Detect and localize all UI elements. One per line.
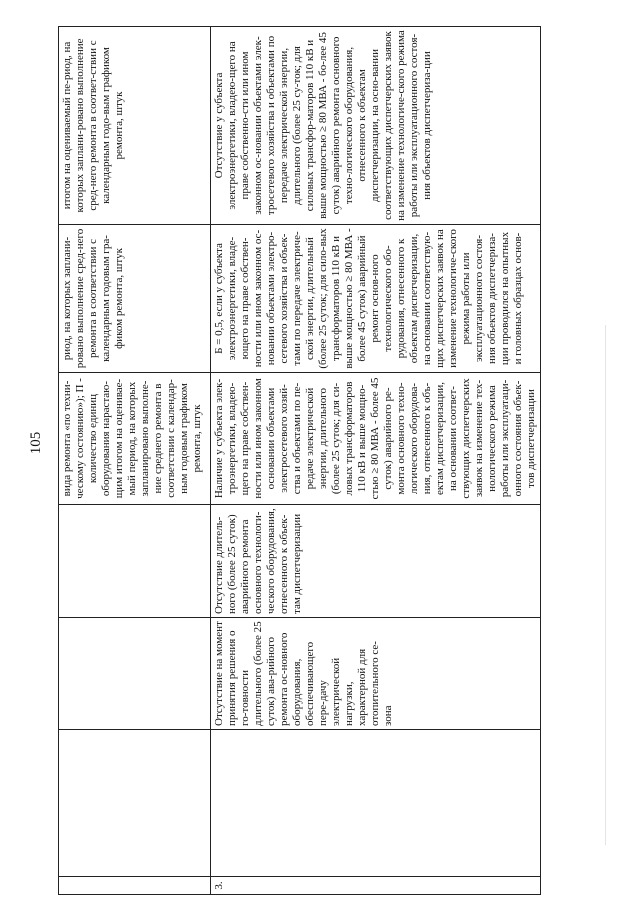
criteria-table	[58, 26, 541, 895]
cell-criterion	[59, 505, 211, 618]
cell-target: Отсутствие у субъекта электроэнергетики, владею-щего на праве собственно-сти или ином законном ос-новании объектами элек-тросетевого хозяйства и объектами по передаче электрической энергии, длительного (более 25 су-ток; для силовых трансфор-маторов 110 кВ и выше мощностью ≥ 80 МВА - бо-лее 45 суток) аварийного ремонта основного техно-логического оборудования, отнесенного к объектам диспетчеризации, на осно-вании соответствующих диспетчерских заявок на изменение технологиче-ского режима работы или эксплуатационного состоя-ния объектов диспетчериза-ции	[211, 27, 541, 225]
row-number: 3.	[211, 877, 541, 895]
cell-score-rule: риод, на которых заплани-ровано выполнение сред-него ремонта в соответствии с календарным годовым гра-фиком ремонта, штук	[59, 225, 211, 373]
scan-artifact-line	[605, 325, 606, 845]
table-row-continued	[59, 27, 211, 895]
table-row-3	[211, 27, 541, 895]
cell-group	[211, 730, 541, 877]
cell-number	[59, 877, 211, 895]
cell-condition	[59, 618, 211, 730]
cell-calculation: Наличие у субъекта элек-троэнергетики, владею-щего на праве собствен-ности или ином законном основании объектами электросетевого хозяй-ства и объектами по пе-редаче электрической энергии, длительного (более 25 суток; для си-ловых трансформаторов 110 кВ и выше мощно-стью ≥ 80 МВА - более 45 суток) аварийного ре-монта основного техно-логического оборудова-ния, отнесенного к объ-ектам диспетчеризации, на основании соответ-ствующих диспетчерских заявок на изменение тех-нологического режима работы или эксплуатаци-онного состояния объек-тов диспетчеризации	[211, 373, 541, 505]
cell-condition: Отсутствие на момент принятия решения о го-товности длительного (более 25 суток) ава-рийного ремонта ос-новного оборудования, обеспечивающего пере-дачу электрической нагрузки, характерной для отопительного се-зона	[211, 618, 541, 730]
cell-criterion: Отсутствие длитель-ного (более 25 суток) аварийного ремонта основного технологи-ческого оборудования, отнесенного к объек-там диспетчеризации	[211, 505, 541, 618]
cell-calculation: вида ремонта «по техни-ческому состоянию»); П - количество единиц оборудования нарастаю-щим итогом на оценивае-мый период, на которых запланировано выполне-ние среднего ремонта в соответствии с календар-ным годовым графиком ремонта, штук	[59, 373, 211, 505]
page-number: 105	[28, 431, 44, 455]
cell-target: итогом на оцениваемый пе-риод, на которых заплани-ровано выполнение сред-него ремонта в соответ-ствии с календарным годо-вым графиком ремонта, штук	[59, 27, 211, 225]
cell-score-rule: Б = 0,5, если у субъекта электроэнергетики, владе-ющего на праве собствен-ности или ином законном ос-новании объектами электро-сетевого хозяйства и объек-тами по передаче электриче-ской энергии, длительный (более 25 суток; для сило-вых трансформаторов 110 кВ и выше мощностью ≥ 80 МВА - более 45 суток) аварийный ремонт основ-ного технологического обо-рудования, отнесенного к объектам диспетчеризации, на основании соответствую-щих диспетчерских заявок на изменение технологиче-ского режима работы или эксплуатационного состоя-ния объектов диспетчериза-ции проводился на опытных и головных образцах основ-	[211, 225, 541, 373]
cell-group	[59, 730, 211, 877]
